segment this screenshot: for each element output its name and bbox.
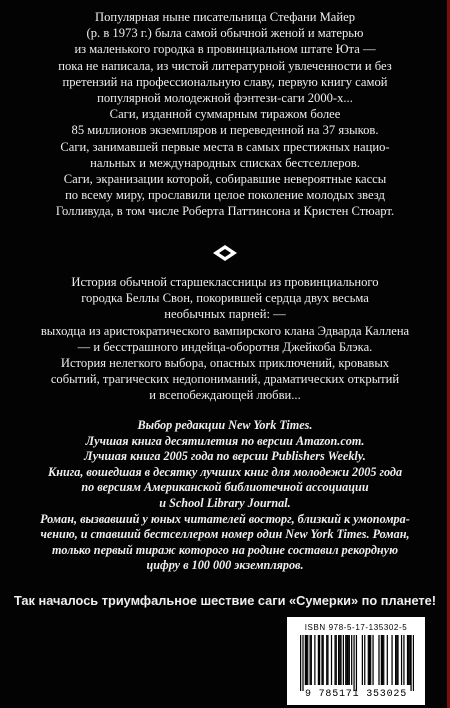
barcode-bar [369, 635, 370, 685]
award-line: только первый тираж которого на родине составил рекордную [52, 542, 398, 557]
barcode-bar [346, 635, 347, 685]
barcode-bar [391, 635, 392, 685]
intro-line: 85 миллионов экземпляров и переведенной на 37 языков. [71, 123, 379, 138]
story-line: событий, трагических недопониманий, драматических открытий [50, 372, 400, 387]
barcode-bar [353, 635, 354, 691]
barcode-bar [314, 635, 315, 685]
barcode-bar [345, 635, 346, 685]
barcode-bar [326, 635, 327, 685]
barcode-bar [364, 635, 365, 685]
barcode-bar [319, 635, 320, 685]
intro-line: (р. в 1973 г.) была самой обычной женой и матерью [86, 26, 364, 41]
award-line: чению, и ставший бестселлером номер один New York Times. Роман, [40, 527, 410, 542]
barcode-bar [351, 635, 352, 685]
barcode-bar [343, 635, 344, 685]
intro-line: по всему миру, прославили целое поколение молодых звезд [65, 188, 385, 203]
story-line: — и бесстрашного индейца-оборотня Джейкоба Блэка. [77, 339, 373, 354]
intro-line: Саги, занимавшей первые места в самых престижных нацио- [60, 139, 390, 154]
story-line: необычных парней: — [164, 307, 286, 322]
barcode-bar [336, 635, 337, 685]
barcode-digits: 9 785171 353025 [304, 689, 407, 700]
intro-line: из маленького городка в провинциальном штате Юта — [74, 42, 376, 57]
barcode-bar [362, 635, 363, 685]
barcode-bar [413, 635, 414, 691]
barcode-bar [410, 635, 411, 691]
award-line: Выбор редакции New York Times. [137, 418, 313, 432]
barcode-bar [302, 635, 303, 691]
intro-line: популярной молодежной фэнтези-саги 2000-х... [97, 91, 353, 106]
barcode-bar [395, 635, 396, 685]
intro-line: претензий на профессиональную славу, первую книгу самой [62, 74, 388, 89]
barcode-bar [356, 635, 357, 691]
barcode-bar [334, 635, 335, 685]
barcode-bar [349, 635, 350, 685]
barcode-bar [307, 635, 308, 685]
diamond-divider-icon [212, 244, 238, 262]
barcode-bar [378, 635, 379, 685]
barcode-bar [387, 635, 388, 685]
barcode-bar [370, 635, 371, 685]
barcode-bar [407, 635, 408, 685]
barcode-bar [339, 635, 340, 685]
story-line: и всепобеждающей любви... [149, 388, 301, 403]
barcode-bar [311, 635, 312, 685]
barcode-bar [300, 635, 301, 691]
barcode-bar [408, 635, 409, 685]
barcode-bar [310, 635, 311, 685]
story-line: городка Беллы Свон, покорившей сердца двух весьма [81, 291, 369, 306]
barcode-bar [331, 635, 332, 685]
award-line: Роман, вызвавший у юных читателей восторг, близкий к умопомра- [40, 511, 410, 526]
intro-line: пока не написала, из чистой литературной увлеченности и без [58, 58, 392, 73]
award-line: Книга, вошедшая в десятку лучших книг для молодежи 2005 года [47, 464, 403, 479]
barcode-bar [372, 635, 373, 685]
intro-paragraph [12, 9, 438, 220]
award-line: по версиям Американской библиотечной ассоциации [81, 480, 369, 495]
barcode-bar [327, 635, 328, 685]
barcode-bar [318, 635, 319, 685]
barcode-bar [305, 635, 306, 685]
story-paragraph [12, 274, 438, 404]
barcode-bar [321, 635, 322, 685]
intro-line: Саги, экранизации которой, собиравшие невероятные кассы [63, 172, 387, 187]
final-line: Так началось триумфальное шествие саги «Сумерки» по планете! [13, 593, 437, 608]
barcode-bar [338, 635, 339, 685]
barcode-bar [397, 635, 398, 685]
barcode-bar [306, 635, 307, 685]
barcode-bar [323, 635, 324, 685]
barcode-bar [348, 635, 349, 685]
isbn-label: ISBN 978-5-17-135302-5 [304, 623, 408, 632]
awards-paragraph [12, 418, 438, 574]
barcode-bar [381, 635, 382, 685]
intro-line: Популярная ныне писательница Стефани Майер [94, 10, 356, 24]
barcode-bar [409, 635, 410, 685]
intro-line: Голливуда, в том числе Роберта Паттинсона и Кристен Стюарт. [55, 204, 395, 219]
intro-line: нальных и международных списках бестселлеров. [90, 155, 360, 170]
award-line: и School Library Journal. [159, 495, 291, 510]
barcode-bars [300, 635, 414, 691]
story-line: выходца из аристократического вампирского клана Эдварда Каллена [40, 323, 410, 338]
award-line: Лучшая книга десятилетия по версии Amazon.com. [85, 433, 365, 448]
barcode-bar [340, 635, 341, 685]
barcode-bar [368, 635, 369, 685]
barcode-bar [403, 635, 404, 685]
barcode-bar [396, 635, 397, 685]
intro-line: Саги, изданной суммарным тиражом более [109, 107, 341, 122]
isbn-barcode [287, 617, 425, 705]
barcode-bar [382, 635, 383, 685]
barcode-bar [401, 635, 402, 685]
story-line: История нелегкого выбора, опасных приключений, кровавых [60, 356, 390, 371]
award-line: цифру в 100 000 экземпляров. [146, 558, 304, 573]
award-line: Лучшая книга 2005 года по версии Publishers Weekly. [84, 449, 366, 464]
barcode-bar [383, 635, 384, 685]
story-line: История обычной старшеклассницы из провинциального [71, 275, 379, 289]
